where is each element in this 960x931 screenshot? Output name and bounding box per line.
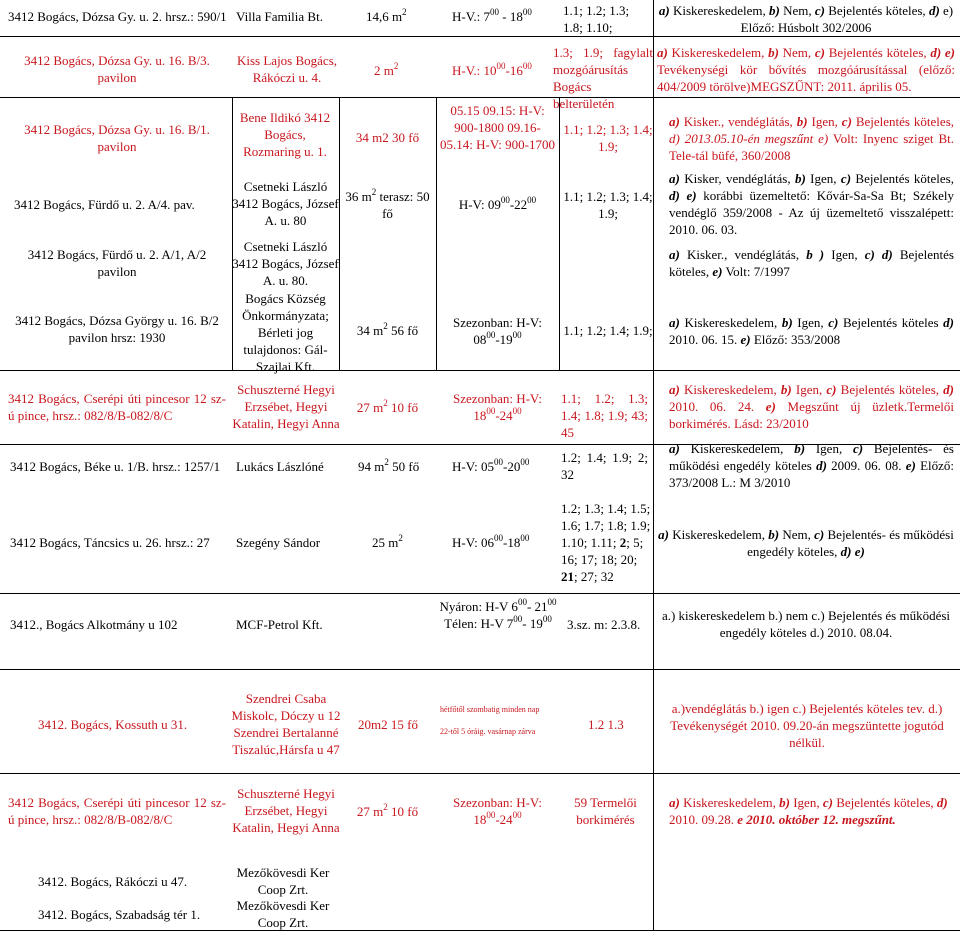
row1-address: 3412 Bogács, Dózsa Gy. u. 2. hrsz.: 590/1 bbox=[8, 9, 227, 24]
row8-hours: H-V: $05^{00}-20^{00}$ bbox=[452, 456, 530, 474]
row10-codes: 3.sz. m: 2.3.8. bbox=[567, 617, 641, 632]
row10-address: 3412., Bogács Alkotmány u 102 bbox=[10, 617, 178, 632]
row11-note: a.)vendéglátás b.) igen c.) Bejelentés köteles tev. d.) Tevékenységét 2010. 09.20-án megszüntette jogutód nélkül. bbox=[670, 701, 944, 750]
row12-area: 27 $m^2$ 10 fő bbox=[356, 801, 419, 819]
row12-hours: Szezonban: H-V: $18^{00}-24^{00}$ bbox=[453, 795, 542, 827]
row12-address: 3412 Bogács, Cserépi úti pincesor 12 sz-ú pince, hrsz.: 082/8/B-082/8/C bbox=[8, 795, 226, 827]
row9-operator: Szegény Sándor bbox=[236, 535, 321, 550]
row7-note: a) Kiskereskedelem, b) Igen, c) Bejelentés köteles, d) 2010. 06. 24. e) Megszűnt új üzletk.Termelői borkimérés. Lásd: 23/2010 bbox=[669, 382, 954, 431]
row4-hours: H-V: $09^{00}-22^{00}$ bbox=[458, 194, 537, 212]
row5-note: a) Kisker., vendéglátás, b ) Igen, c) d) Bejelentés köteles, e) Volt: 7/1997 bbox=[669, 247, 954, 279]
row7-codes: 1.1; 1.2; 1.3; 1.4; 1.8; 1.9; 43; 45 bbox=[561, 391, 648, 440]
row7-address: 3412 Bogács, Cserépi úti pincesor 12 sz-ú pince, hrsz.: 082/8/B-082/8/C bbox=[8, 391, 226, 423]
row11-codes: 1.2 1.3 bbox=[588, 717, 624, 732]
row10-note: a.) kiskereskedelem b.) nem c.) Bejelentés és működési engedély köteles d.) 2010. 08.04. bbox=[661, 608, 951, 640]
row5-address: 3412 Bogács, Fürdő u. 2. A/1, A/2 pavilon bbox=[27, 247, 207, 279]
row6-note: a) Kiskereskedelem, b) Igen, c) Bejelentés köteles d) 2010. 06. 15. e) Előző: 353/2008 bbox=[669, 315, 955, 347]
row7-operator: Schuszterné Hegyi Erzsébet, Hegyi Katalin, Hegyi Anna bbox=[232, 382, 340, 431]
row3-address: 3412 Bogács, Dózsa Gy. u. 16. B/1. pavilon bbox=[24, 122, 210, 154]
row2-codes: 1.3; 1.9; fagylalt mozgóárusítás Bogács belterületén bbox=[553, 45, 653, 111]
row6-address: 3412 Bogács, Dózsa György u. 16. B/2 pavilon hrsz: 1930 bbox=[15, 313, 219, 345]
row-divider bbox=[0, 669, 960, 670]
row8-note: a) Kiskereskedelem, b) Igen, c) Bejelentés- és működési engedély köteles d) 2009. 06. 08. e) Előző: 373/2008 L.: M 3/2010 bbox=[669, 441, 955, 490]
row2-operator: Kiss Lajos Bogács, Rákóczi u. 4. bbox=[236, 53, 338, 85]
row4-address: 3412 Bogács, Fürdő u. 2. A/4. pav. bbox=[14, 197, 195, 212]
row9-hours: H-V: $06^{00}-18^{00}$ bbox=[452, 532, 530, 550]
row3-note: a) Kisker., vendéglátás, b) Igen, c) Bejelentés köteles, d) 2013.05.10-én megszűnt e) Volt: Inyenc sziget Bt. Tele-tál büfé, 360/2008 bbox=[669, 114, 954, 163]
row7-hours: Szezonban: H-V: $18^{00}-24^{00}$ bbox=[453, 391, 542, 423]
row4-codes: 1.1; 1.2; 1.3; 1.4; 1.9; bbox=[563, 189, 653, 221]
row4-area: 36 $m^2$ terasz: 50 fő bbox=[345, 186, 430, 221]
row6-area: 34 $m^2$ 56 fő bbox=[356, 320, 419, 338]
row8-codes: 1.2; 1.4; 1.9; 2; 32 bbox=[561, 450, 648, 482]
row9-note: a) Kiskereskedelem, b) Nem, c) Bejelentés- és működési engedély köteles, d) e) bbox=[658, 527, 954, 559]
row11-operator: Szendrei Csaba Miskolc, Dóczy u 12 Szendrei Bertalanné Tiszalúc,Hársfa u 47 bbox=[231, 691, 341, 757]
row1-operator: Villa Familia Bt. bbox=[236, 9, 323, 24]
row2-address: 3412 Bogács, Dózsa Gy. u. 16. B/3. pavilon bbox=[24, 53, 210, 85]
row9-address: 3412 Bogács, Táncsics u. 26. hrsz.: 27 bbox=[10, 535, 210, 550]
row12-codes: 59 Termelői borkimérés bbox=[574, 795, 637, 827]
row-divider bbox=[0, 36, 960, 37]
row6-operator: Bogács Község Önkormányzata; Bérleti jog tulajdonos: Gál-Szajlai Kft. bbox=[242, 291, 329, 374]
row10-hours: Nyáron: H-V $6^{00}-$ $21^{00}$ Télen: H-V $7^{00}-$ $19^{00}$ bbox=[439, 596, 557, 631]
row3-hours: 05.15 09.15: H-V: 900-1800 09.16-05.14: H-V: 900-1700 bbox=[440, 103, 555, 152]
column-divider bbox=[436, 97, 437, 370]
row12-note: a) Kiskereskedelem, b) Igen, c) Bejelentés köteles, d) 2010. 09.28. e 2010. október 12. megszűnt. bbox=[669, 795, 948, 827]
row1-note: a) Kiskereskedelem, b) Nem, c) Bejelentés köteles, d) e) Előző: Húsbolt 302/2006 bbox=[658, 3, 954, 35]
row1-codes: 1.1; 1.2; 1.3; 1.8; 1.10; bbox=[563, 3, 630, 35]
row13-address: 3412. Bogács, Rákóczi u 47. bbox=[38, 874, 188, 889]
row4-operator: Csetneki László 3412 Bogács, József A. u. 80 bbox=[232, 179, 339, 228]
row8-operator: Lukács Lászlóné bbox=[236, 459, 324, 474]
row4-note: a) Kisker, vendéglátás, b) Igen, c) Bejelentés köteles, d) e) korábbi üzemeltető: Kővár-Sa-Sa Bt; Székely vendéglő 359/2008 - Az új üzemeltető visszalépett: 2010. 06. 03. bbox=[669, 171, 954, 237]
row12-operator: Schuszterné Hegyi Erzsébet, Hegyi Katalin, Hegyi Anna bbox=[232, 786, 340, 835]
row3-area: 34 m2 30 fő bbox=[355, 130, 420, 145]
column-divider bbox=[559, 97, 560, 370]
row6-hours: Szezonban: H-V: $08^{00}-19^{00}$ bbox=[453, 315, 542, 347]
row1-hours: H-V.: $7^{00} - 18^{00}$ bbox=[452, 6, 532, 24]
row11-address: 3412. Bogács, Kossuth u 31. bbox=[38, 717, 188, 732]
row-divider bbox=[0, 773, 960, 774]
row11-hours: hétfőtől szombatig minden nap 22-től 5 óráig. vasárnap zárva bbox=[440, 705, 540, 736]
row10-operator: MCF-Petrol Kft. bbox=[236, 617, 323, 632]
row-divider bbox=[0, 370, 960, 371]
row-divider bbox=[0, 97, 960, 98]
row8-area: 94 $m^2$ 50 fő bbox=[358, 456, 420, 474]
row3-operator: Bene Ildikó 3412 Bogács, Rozmaring u. 1. bbox=[239, 110, 331, 159]
row5-operator: Csetneki László 3412 Bogács, József A. u. 80. bbox=[232, 239, 339, 288]
row9-codes: 1.2; 1.3; 1.4; 1.5; 1.6; 1.7; 1.8; 1.9; 1.10; 1.11; 2; 5; 16; 17; 18; 20; 21; 27; 32 bbox=[561, 501, 651, 584]
row13-operator: Mezőkövesdi Ker Coop Zrt. bbox=[236, 865, 330, 897]
row2-note: a) Kiskereskedelem, b) Nem, c) Bejelentés köteles, d) e) Tevékenységi kör bővítés mozgóárusítással (előző: 404/2009 törölve)MEGSZŰNT: 2011. április 05. bbox=[657, 45, 956, 94]
row1-area: 14,6 $m^2$ bbox=[366, 6, 407, 24]
row3-codes: 1.1; 1.2; 1.3; 1.4; 1.9; bbox=[563, 122, 653, 154]
row8-address: 3412 Bogács, Béke u. 1/B. hrsz.: 1257/1 bbox=[10, 459, 221, 474]
row14-address: 3412. Bogács, Szabadság tér 1. bbox=[38, 907, 201, 922]
row7-area: 27 $m^2$ 10 fő bbox=[356, 397, 419, 415]
row2-area: 2 $m^2$ bbox=[374, 60, 399, 78]
row-divider bbox=[0, 593, 960, 594]
row2-hours: H-V.: $10^{00}-16^{00}$ bbox=[452, 60, 532, 78]
row11-area: 20m2 15 fő bbox=[358, 717, 418, 732]
row6-codes: 1.1; 1.2; 1.4; 1.9; bbox=[563, 323, 653, 338]
row14-operator: Mezőkövesdi Ker Coop Zrt. bbox=[236, 898, 330, 930]
row9-area: 25 $m^2$ bbox=[372, 532, 403, 550]
